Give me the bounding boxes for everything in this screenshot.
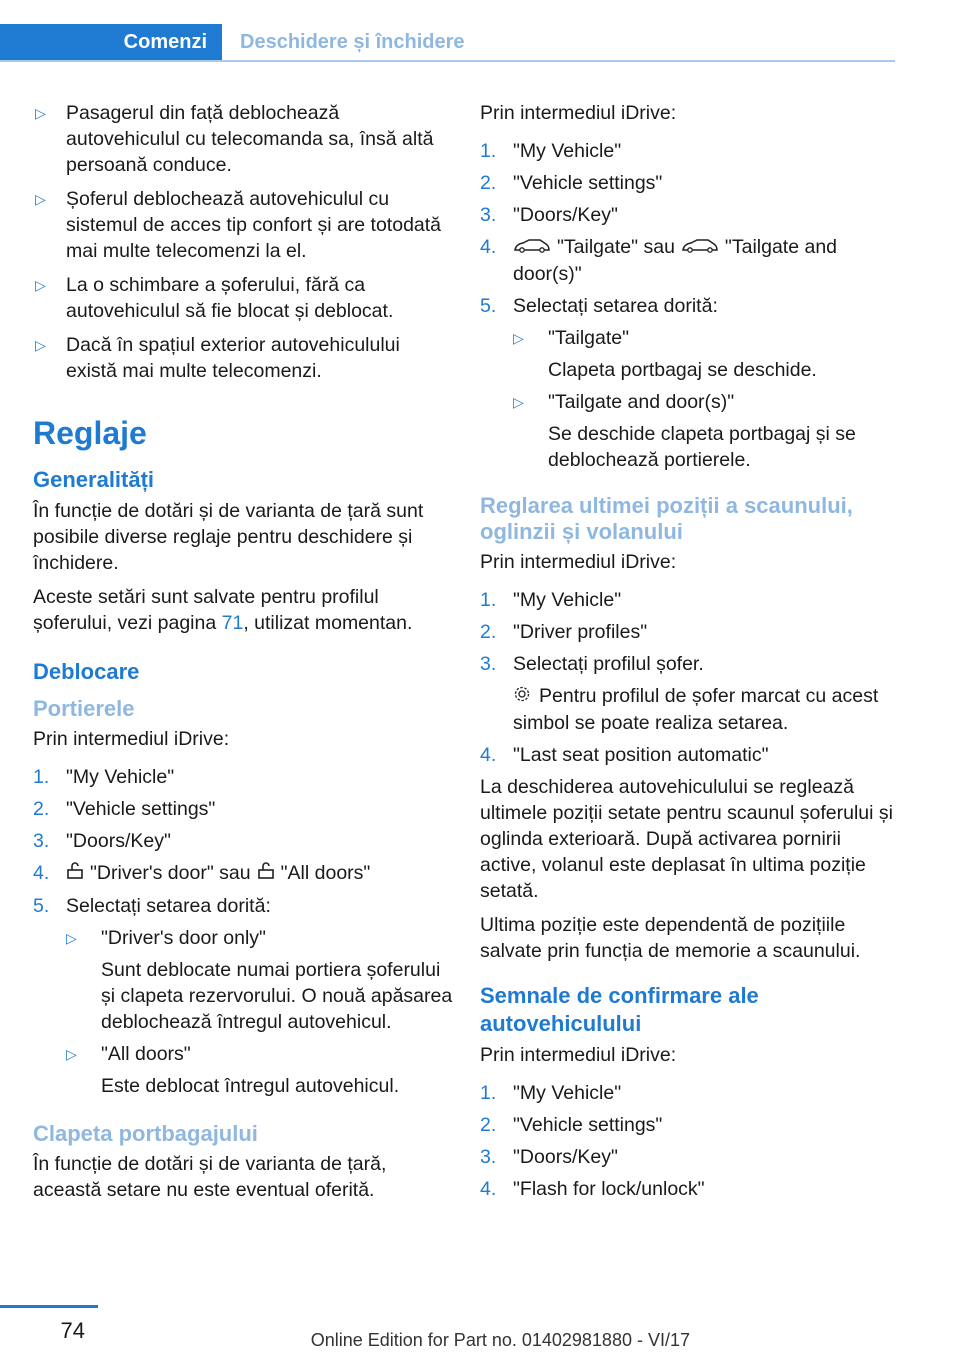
heading-generalitati: Generalități <box>33 467 155 492</box>
edition-text: Online Edition for Part no. 01402981880 - VI/17 <box>310 1330 690 1350</box>
paragraph: Prin intermediul iDrive: <box>480 550 677 573</box>
door-unlock-icon <box>66 861 84 887</box>
list-item: 3. "Doors/Key" <box>480 1145 618 1168</box>
heading-portierele: Portierele <box>33 696 135 721</box>
list-item: 5. Selectați setarea dorită: <box>480 294 718 317</box>
heading-deblocare: Deblocare <box>33 659 140 684</box>
list-item: 3. "Doors/Key" <box>33 830 171 852</box>
list-item: 1. "My Vehicle" <box>480 140 622 162</box>
list-item: 2. "Vehicle settings" <box>480 1113 663 1136</box>
bullet-text: Pasagerul din față deblochează autovehiculul cu telecomanda sa, însă altă persoană conduce. <box>66 102 434 176</box>
list-item: 2. "Vehicle settings" <box>33 798 216 820</box>
footer-divider <box>0 1305 98 1308</box>
paragraph: În funcție de dotări și de varianta de țară sunt posibile diverse reglaje pentru deschidere și închidere. <box>33 500 424 574</box>
list-item: 1. "My Vehicle" <box>480 1081 622 1104</box>
list-item: 1. "My Vehicle" <box>480 588 622 611</box>
heading-semnale: Semnale de confirmare ale autovehiculului <box>480 982 759 1036</box>
paragraph: Prin intermediul iDrive: <box>480 102 677 124</box>
bullet-text: La o schimbare a șoferului, fără ca autovehiculul să fie blocat și deblocat. <box>66 274 394 322</box>
paragraph: În funcție de dotări și de varianta de țară, această setare nu este eventual oferită. <box>33 1152 387 1201</box>
paragraph: Ultima poziție este dependentă de pozițiile salvate prin funcția de memorie a scaunului. <box>480 913 861 962</box>
page-link[interactable]: 71 <box>221 612 244 634</box>
car-tailgate-icon <box>681 235 719 261</box>
paragraph: La deschiderea autovehiculului se reglează ultimele poziții setate pentru scaunul șoferului și oglinda exterioară. După activarea pornirii active, volanul este deplasat în ultima poziție setată. <box>480 775 893 902</box>
list-item <box>33 332 453 384</box>
paragraph: Prin intermediul iDrive: <box>480 1043 677 1066</box>
list-item <box>33 272 453 324</box>
heading-reglarea: Reglarea ultimei poziții a scaunului, oglinzii și volanului <box>480 492 853 544</box>
heading-clapeta: Clapeta portbagajului <box>33 1120 258 1146</box>
triangle-bullet-icon: ▷ <box>66 929 77 946</box>
header-bar <box>0 24 895 62</box>
header-divider <box>0 60 895 62</box>
triangle-bullet-icon: ▷ <box>513 329 524 346</box>
tab-comenzi: Comenzi <box>0 24 222 60</box>
triangle-bullet-icon: ▷ <box>513 393 524 410</box>
list-item: 4. "Flash for lock/unlock" <box>480 1177 705 1200</box>
triangle-bullet-icon: ▷ <box>35 191 46 207</box>
list-item: 2. "Vehicle settings" <box>480 172 663 194</box>
heading-reglaje: Reglaje <box>33 415 147 451</box>
list-item: 4. "Tailgate" sau "Tailgate and door(s)" <box>480 236 838 285</box>
triangle-bullet-icon: ▷ <box>35 277 46 293</box>
bullet-text: Dacă în spațiul exterior autovehiculului există mai multe telecomenzi. <box>66 334 400 382</box>
list-item: ▷ "Tailgate" Clapeta portbagaj se deschide. <box>513 326 817 381</box>
triangle-bullet-icon: ▷ <box>35 337 46 353</box>
paragraph: Aceste setări sunt salvate pentru profilul șoferului, vezi pagina 71, utilizat momentan. <box>33 586 413 634</box>
page-number: 74 <box>60 1318 85 1343</box>
triangle-bullet-icon: ▷ <box>66 1045 77 1062</box>
list-item: 3. Selectați profilul șofer. Pentru profilul de șofer marcat cu acest simbol se poate realiza setarea. <box>480 652 879 734</box>
door-unlock-icon <box>257 861 275 887</box>
list-item: ▷ "All doors" Este deblocat întregul autovehicul. <box>66 1042 400 1097</box>
car-tailgate-icon <box>513 235 551 261</box>
list-item: 4. "Last seat position automatic" <box>480 743 769 766</box>
tab-deschidere: Deschidere și închidere <box>240 30 465 53</box>
list-item: ▷ "Driver's door only" Sunt deblocate numai portiera șoferului și clapeta rezervorului. O nouă apăsarea deblochează întregul autovehicul. <box>66 926 453 1033</box>
left-column <box>33 100 453 1211</box>
gear-icon <box>513 684 531 710</box>
triangle-bullet-icon: ▷ <box>35 105 46 121</box>
list-item <box>33 186 453 264</box>
bullet-text: Șoferul deblochează autovehiculul cu sistemul de acces tip confort și are totodată mai multe telecomenzi la el. <box>66 188 442 262</box>
paragraph: Prin intermediul iDrive: <box>33 728 230 750</box>
list-item <box>33 100 453 178</box>
list-item: 5. Selectați setarea dorită: <box>33 894 271 917</box>
list-item: 4. "Driver's door" sau "All doors" <box>33 860 453 887</box>
list-item: 1. "My Vehicle" <box>33 766 175 788</box>
list-item: 2. "Driver profiles" <box>480 620 648 643</box>
list-item: ▷ "Tailgate and door(s)" Se deschide clapeta portbagaj și se deblochează portierele. <box>513 390 856 471</box>
list-item: 3. "Doors/Key" <box>480 204 618 226</box>
right-column <box>480 100 900 1208</box>
